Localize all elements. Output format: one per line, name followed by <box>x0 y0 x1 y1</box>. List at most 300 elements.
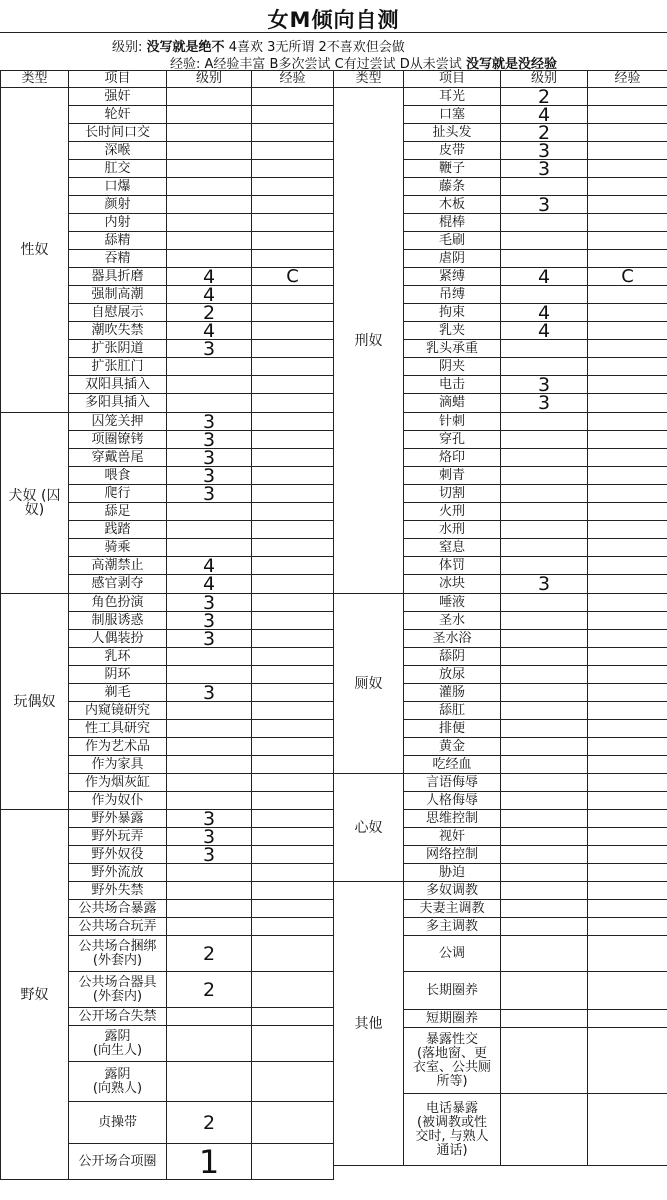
experience-cell <box>588 232 667 250</box>
level-cell <box>167 756 252 774</box>
level-cell: 3 <box>167 431 252 449</box>
experience-cell <box>252 160 334 178</box>
experience-cell <box>588 900 667 918</box>
item-cell: 人格侮辱 <box>404 792 501 810</box>
item-cell: 皮带 <box>404 142 501 160</box>
item-cell: 舔肛 <box>404 702 501 720</box>
experience-cell <box>252 594 334 612</box>
level-cell: 3 <box>501 394 588 413</box>
item-cell: 公共场合玩弄 <box>69 918 167 936</box>
experience-cell <box>252 720 334 738</box>
item-cell: 露阴 (向熟人) <box>69 1062 167 1102</box>
item-cell: 作为艺术品 <box>69 738 167 756</box>
experience-cell <box>252 1008 334 1026</box>
experience-cell <box>252 972 334 1008</box>
category-cell: 刑奴 <box>334 88 404 594</box>
level-cell <box>501 738 588 756</box>
level-cell <box>167 142 252 160</box>
item-cell: 唾液 <box>404 594 501 612</box>
experience-cell <box>252 413 334 431</box>
item-cell: 体罚 <box>404 557 501 575</box>
item-cell: 放尿 <box>404 666 501 684</box>
level-cell <box>167 124 252 142</box>
level-cell <box>167 539 252 557</box>
item-cell: 视奸 <box>404 828 501 846</box>
item-cell: 阴夹 <box>404 358 501 376</box>
level-cell <box>501 756 588 774</box>
level-cell <box>501 918 588 936</box>
experience-legend-bold: 没写就是没经验 <box>465 57 557 72</box>
table-row <box>1 88 667 106</box>
item-cell: 扩张肛门 <box>69 358 167 376</box>
header-level-left: 级别 <box>167 71 252 88</box>
experience-cell <box>588 666 667 684</box>
experience-cell <box>252 106 334 124</box>
experience-cell <box>588 178 667 196</box>
item-cell: 性工具研究 <box>69 720 167 738</box>
level-cell: 3 <box>167 449 252 467</box>
level-cell: 2 <box>167 972 252 1008</box>
level-cell: 4 <box>501 106 588 124</box>
experience-cell <box>588 322 667 340</box>
category-cell: 玩偶奴 <box>1 594 69 810</box>
item-cell: 圣水 <box>404 612 501 630</box>
item-cell: 夫妻主调教 <box>404 900 501 918</box>
experience-cell <box>588 250 667 268</box>
category-cell: 犬奴 (囚奴) <box>1 413 69 594</box>
level-cell <box>167 106 252 124</box>
level-cell: 2 <box>501 88 588 106</box>
experience-cell <box>588 557 667 575</box>
experience-cell <box>588 449 667 467</box>
experience-cell <box>588 846 667 864</box>
level-cell <box>167 178 252 196</box>
level-legend-bold: 没写就是绝不 <box>146 40 225 55</box>
item-cell: 吞精 <box>69 250 167 268</box>
experience-cell <box>588 630 667 648</box>
item-cell: 野外失禁 <box>69 882 167 900</box>
level-cell <box>501 431 588 449</box>
item-cell: 颜射 <box>69 196 167 214</box>
item-cell: 长时间口交 <box>69 124 167 142</box>
level-cell: 3 <box>501 142 588 160</box>
item-cell: 作为烟灰缸 <box>69 774 167 792</box>
level-cell: 3 <box>501 196 588 214</box>
experience-cell <box>252 684 334 702</box>
level-cell <box>167 1026 252 1062</box>
experience-cell <box>252 1026 334 1062</box>
level-cell <box>167 394 252 413</box>
experience-cell <box>252 792 334 810</box>
item-cell: 火刑 <box>404 503 501 521</box>
experience-cell <box>588 196 667 214</box>
experience-cell <box>252 774 334 792</box>
level-cell <box>501 864 588 882</box>
experience-cell <box>588 376 667 394</box>
experience-cell <box>252 630 334 648</box>
level-cell <box>167 1008 252 1026</box>
level-cell <box>501 720 588 738</box>
experience-cell <box>252 286 334 304</box>
item-cell: 扩张阴道 <box>69 340 167 358</box>
level-cell <box>501 594 588 612</box>
level-cell <box>167 882 252 900</box>
level-cell <box>501 358 588 376</box>
item-cell: 感官剥夺 <box>69 575 167 594</box>
item-cell: 毛刷 <box>404 232 501 250</box>
level-cell: 3 <box>167 612 252 630</box>
item-cell: 器具折磨 <box>69 268 167 286</box>
item-cell: 囚笼关押 <box>69 413 167 431</box>
experience-cell <box>588 575 667 594</box>
level-cell: 3 <box>167 413 252 431</box>
level-cell <box>501 828 588 846</box>
item-cell: 口塞 <box>404 106 501 124</box>
item-cell: 排便 <box>404 720 501 738</box>
level-cell <box>501 539 588 557</box>
item-cell: 公共场合器具 (外套内) <box>69 972 167 1008</box>
level-cell <box>501 178 588 196</box>
experience-cell <box>588 88 667 106</box>
item-cell: 口爆 <box>69 178 167 196</box>
level-cell <box>501 774 588 792</box>
experience-cell <box>252 521 334 539</box>
level-cell: 1 <box>167 1144 252 1180</box>
item-cell: 黄金 <box>404 738 501 756</box>
item-cell: 露阴 (向生人) <box>69 1026 167 1062</box>
experience-cell <box>252 394 334 413</box>
level-cell: 3 <box>167 810 252 828</box>
item-cell: 思维控制 <box>404 810 501 828</box>
experience-cell <box>252 702 334 720</box>
level-cell <box>167 503 252 521</box>
item-cell: 公开场合失禁 <box>69 1008 167 1026</box>
experience-cell <box>252 1144 334 1180</box>
item-cell: 深喉 <box>69 142 167 160</box>
experience-cell <box>588 756 667 774</box>
level-cell: 3 <box>167 828 252 846</box>
experience-cell <box>588 358 667 376</box>
experience-cell <box>252 900 334 918</box>
item-cell: 践踏 <box>69 521 167 539</box>
level-cell <box>501 846 588 864</box>
experience-cell <box>588 214 667 232</box>
item-cell: 穿孔 <box>404 431 501 449</box>
level-cell: 4 <box>167 286 252 304</box>
experience-cell <box>252 738 334 756</box>
experience-cell <box>588 106 667 124</box>
level-cell <box>167 232 252 250</box>
item-cell: 耳光 <box>404 88 501 106</box>
item-cell: 水刑 <box>404 521 501 539</box>
experience-cell <box>252 810 334 828</box>
category-cell: 野奴 <box>1 810 69 1180</box>
experience-cell <box>252 612 334 630</box>
level-cell <box>167 900 252 918</box>
level-cell <box>501 648 588 666</box>
experience-cell <box>252 557 334 575</box>
item-cell: 野外暴露 <box>69 810 167 828</box>
header-type-right: 类型 <box>334 71 404 88</box>
level-cell: 3 <box>167 485 252 503</box>
experience-cell <box>252 1102 334 1144</box>
item-cell: 野外玩弄 <box>69 828 167 846</box>
level-cell <box>167 160 252 178</box>
table-body <box>1 88 667 1180</box>
item-cell: 针刺 <box>404 413 501 431</box>
experience-cell <box>588 792 667 810</box>
experience-cell <box>252 88 334 106</box>
item-cell: 强制高潮 <box>69 286 167 304</box>
item-cell: 强奸 <box>69 88 167 106</box>
experience-cell <box>588 394 667 413</box>
experience-cell <box>588 810 667 828</box>
experience-cell <box>588 1094 667 1166</box>
level-cell <box>501 557 588 575</box>
level-cell: 3 <box>501 160 588 178</box>
experience-cell <box>588 684 667 702</box>
level-cell: 4 <box>167 322 252 340</box>
experience-cell <box>252 250 334 268</box>
header-level-right: 级别 <box>501 71 588 88</box>
experience-cell <box>252 178 334 196</box>
item-cell: 乳头承重 <box>404 340 501 358</box>
item-cell: 内射 <box>69 214 167 232</box>
experience-cell <box>588 882 667 900</box>
experience-cell <box>252 936 334 972</box>
level-cell <box>501 413 588 431</box>
experience-cell <box>588 720 667 738</box>
experience-cell <box>252 756 334 774</box>
item-cell: 舔精 <box>69 232 167 250</box>
experience-cell <box>588 612 667 630</box>
experience-cell <box>252 485 334 503</box>
item-cell: 网络控制 <box>404 846 501 864</box>
level-cell <box>501 503 588 521</box>
level-cell <box>167 214 252 232</box>
level-cell <box>501 900 588 918</box>
experience-cell <box>588 142 667 160</box>
level-cell: 3 <box>167 467 252 485</box>
level-cell <box>501 449 588 467</box>
experience-cell <box>588 521 667 539</box>
experience-cell <box>252 142 334 160</box>
level-cell <box>167 864 252 882</box>
header-row <box>1 71 667 88</box>
experience-legend-prefix: 经验: A经验丰富 B多次尝试 C有过尝试 D从未尝试 <box>170 57 462 72</box>
level-cell <box>501 666 588 684</box>
item-cell: 刺青 <box>404 467 501 485</box>
level-cell: 2 <box>501 124 588 142</box>
level-legend-rest: 4喜欢 3无所谓 2不喜欢但会做 <box>228 40 405 55</box>
item-cell: 多奴调教 <box>404 882 501 900</box>
header-type-left: 类型 <box>1 71 69 88</box>
item-cell: 圣水浴 <box>404 630 501 648</box>
level-cell <box>167 88 252 106</box>
level-cell <box>501 521 588 539</box>
item-cell: 多阳具插入 <box>69 394 167 413</box>
experience-cell <box>588 304 667 322</box>
experience-cell <box>252 340 334 358</box>
header-experience-left: 经验 <box>252 71 334 88</box>
experience-cell <box>252 918 334 936</box>
experience-cell <box>588 972 667 1010</box>
experience-cell <box>588 286 667 304</box>
experience-cell <box>252 124 334 142</box>
level-cell <box>167 358 252 376</box>
experience-cell <box>252 322 334 340</box>
item-cell: 胁迫 <box>404 864 501 882</box>
item-cell: 鞭子 <box>404 160 501 178</box>
level-cell <box>501 340 588 358</box>
experience-cell <box>252 575 334 594</box>
experience-cell <box>588 340 667 358</box>
level-legend-prefix: 级别: <box>112 40 143 55</box>
level-cell: 3 <box>501 575 588 594</box>
preference-table <box>0 70 667 1180</box>
category-cell: 心奴 <box>334 774 404 882</box>
item-cell: 吊缚 <box>404 286 501 304</box>
level-cell <box>501 214 588 232</box>
item-cell: 紧缚 <box>404 268 501 286</box>
item-cell: 舔阴 <box>404 648 501 666</box>
item-cell: 公调 <box>404 936 501 972</box>
level-cell <box>501 882 588 900</box>
category-cell: 其他 <box>334 882 404 1166</box>
level-cell: 4 <box>501 304 588 322</box>
item-cell: 拘束 <box>404 304 501 322</box>
level-cell: 3 <box>501 376 588 394</box>
experience-cell <box>252 304 334 322</box>
experience-cell <box>252 1062 334 1102</box>
page-title: 女M倾向自测 <box>267 8 400 32</box>
experience-cell <box>252 376 334 394</box>
item-cell: 公共场合捆绑 (外套内) <box>69 936 167 972</box>
level-cell: 3 <box>167 684 252 702</box>
item-cell: 双阳具插入 <box>69 376 167 394</box>
level-cell <box>501 250 588 268</box>
level-cell: 2 <box>167 1102 252 1144</box>
level-cell: 3 <box>167 630 252 648</box>
experience-cell <box>588 936 667 972</box>
category-cell: 性奴 <box>1 88 69 413</box>
experience-cell <box>588 467 667 485</box>
experience-cell <box>588 864 667 882</box>
experience-cell <box>252 196 334 214</box>
experience-cell <box>252 449 334 467</box>
item-cell: 乳环 <box>69 648 167 666</box>
header-item-left: 项目 <box>69 71 167 88</box>
experience-cell <box>588 774 667 792</box>
level-cell <box>167 1062 252 1102</box>
level-cell: 4 <box>501 268 588 286</box>
level-cell <box>501 612 588 630</box>
level-cell <box>501 810 588 828</box>
level-cell: 4 <box>167 557 252 575</box>
level-cell <box>501 232 588 250</box>
item-cell: 喂食 <box>69 467 167 485</box>
experience-cell <box>252 666 334 684</box>
level-cell: 3 <box>167 340 252 358</box>
level-cell <box>167 376 252 394</box>
level-cell <box>501 467 588 485</box>
item-cell: 窒息 <box>404 539 501 557</box>
experience-cell <box>588 918 667 936</box>
item-cell: 言语侮辱 <box>404 774 501 792</box>
experience-cell <box>252 828 334 846</box>
level-cell <box>501 972 588 1010</box>
item-cell: 短期圈养 <box>404 1010 501 1028</box>
experience-cell <box>588 1028 667 1094</box>
item-cell: 剃毛 <box>69 684 167 702</box>
level-cell <box>501 684 588 702</box>
level-cell <box>167 648 252 666</box>
experience-cell <box>252 539 334 557</box>
item-cell: 公共场合暴露 <box>69 900 167 918</box>
experience-cell <box>252 882 334 900</box>
experience-cell <box>252 846 334 864</box>
item-cell: 虐阴 <box>404 250 501 268</box>
experience-cell <box>252 864 334 882</box>
item-cell: 角色扮演 <box>69 594 167 612</box>
item-cell: 藤条 <box>404 178 501 196</box>
level-cell <box>167 792 252 810</box>
level-cell <box>167 250 252 268</box>
level-cell: 4 <box>501 322 588 340</box>
experience-cell <box>588 539 667 557</box>
level-cell <box>167 738 252 756</box>
category-cell: 厕奴 <box>334 594 404 774</box>
experience-cell <box>252 431 334 449</box>
item-cell: 暴露性交 (落地窗、更 衣室、公共厕 所等) <box>404 1028 501 1094</box>
level-cell <box>501 286 588 304</box>
item-cell: 野外流放 <box>69 864 167 882</box>
item-cell: 贞操带 <box>69 1102 167 1144</box>
item-cell: 滴蜡 <box>404 394 501 413</box>
item-cell: 人偶装扮 <box>69 630 167 648</box>
experience-cell <box>588 702 667 720</box>
item-cell: 吃经血 <box>404 756 501 774</box>
level-cell <box>167 521 252 539</box>
level-cell <box>501 1094 588 1166</box>
item-cell: 骑乘 <box>69 539 167 557</box>
item-cell: 项圈镣铐 <box>69 431 167 449</box>
table-row <box>1 882 667 900</box>
experience-cell <box>588 485 667 503</box>
level-cell <box>167 196 252 214</box>
level-cell <box>167 702 252 720</box>
table-row <box>1 774 667 792</box>
experience-cell <box>252 503 334 521</box>
item-cell: 内窥镜研究 <box>69 702 167 720</box>
experience-cell <box>252 648 334 666</box>
level-cell <box>167 666 252 684</box>
item-cell: 轮奸 <box>69 106 167 124</box>
level-cell <box>167 720 252 738</box>
item-cell: 电话暴露 (被调教或性 交时, 与熟人 通话) <box>404 1094 501 1166</box>
item-cell: 作为奴仆 <box>69 792 167 810</box>
item-cell: 长期圈养 <box>404 972 501 1010</box>
level-cell: 2 <box>167 936 252 972</box>
level-cell: 2 <box>167 304 252 322</box>
experience-cell <box>588 1010 667 1028</box>
experience-cell <box>588 413 667 431</box>
item-cell: 电击 <box>404 376 501 394</box>
item-cell: 制服诱惑 <box>69 612 167 630</box>
experience-cell <box>252 467 334 485</box>
header-item-right: 项目 <box>404 71 501 88</box>
item-cell: 烙印 <box>404 449 501 467</box>
